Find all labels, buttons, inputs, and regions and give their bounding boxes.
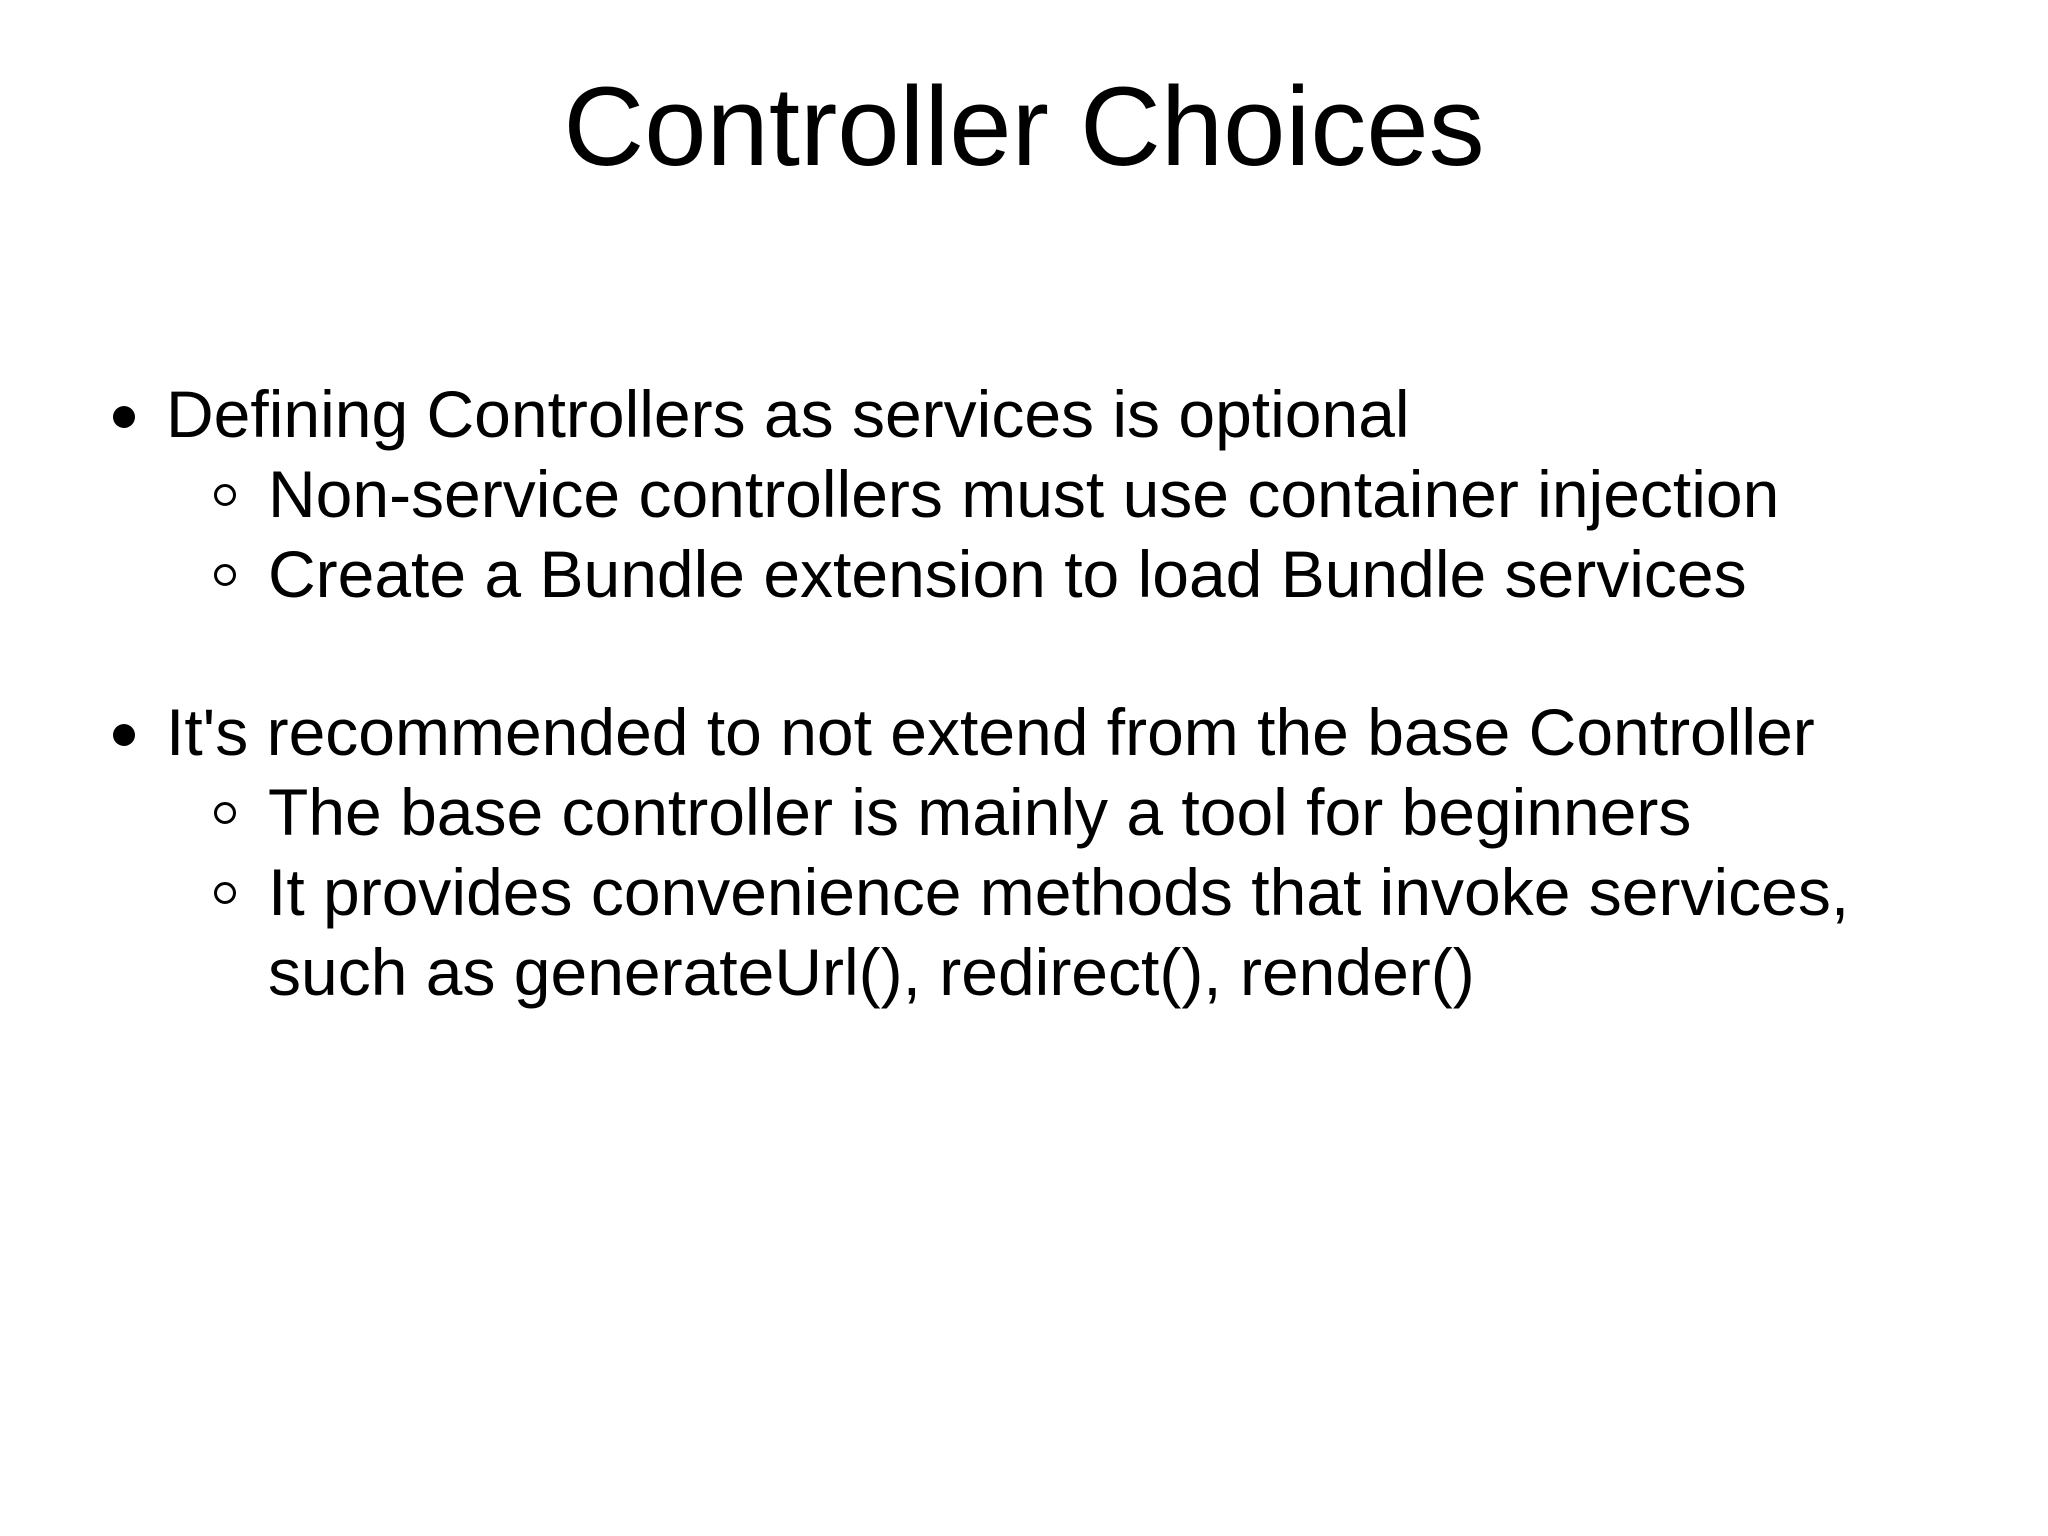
sub-bullet-continuation: [0, 932, 2048, 1012]
sub-bullet-item: [0, 852, 2048, 932]
sub-bullet-text: The base controller is mainly a tool for beginners: [268, 775, 1692, 849]
hollow-circle-bullet-icon: [214, 484, 236, 506]
filled-circle-bullet-icon: [113, 406, 135, 428]
sub-bullet-text: It provides convenience methods that invoke services,: [268, 855, 1850, 929]
bullet-text: Defining Controllers as services is optional: [166, 377, 1410, 451]
sub-bullet-item: [0, 454, 2048, 534]
hollow-circle-bullet-icon: [214, 802, 236, 824]
sub-bullet-text-continuation: such as generateUrl(), redirect(), render(): [268, 935, 1475, 1009]
hollow-circle-bullet-icon: [214, 564, 236, 586]
sub-bullet-text: Non-service controllers must use container injection: [268, 457, 1780, 531]
bullet-item: [0, 692, 2048, 772]
bullet-text: It's recommended to not extend from the base Controller: [166, 695, 1815, 769]
slide-title: Controller Choices: [563, 64, 1485, 189]
sub-bullet-item: [0, 534, 2048, 614]
sub-bullet-item: [0, 772, 2048, 852]
sub-bullet-text: Create a Bundle extension to load Bundle services: [268, 537, 1747, 611]
hollow-circle-bullet-icon: [214, 882, 236, 904]
bullet-item: [0, 374, 2048, 454]
filled-circle-bullet-icon: [113, 724, 135, 746]
